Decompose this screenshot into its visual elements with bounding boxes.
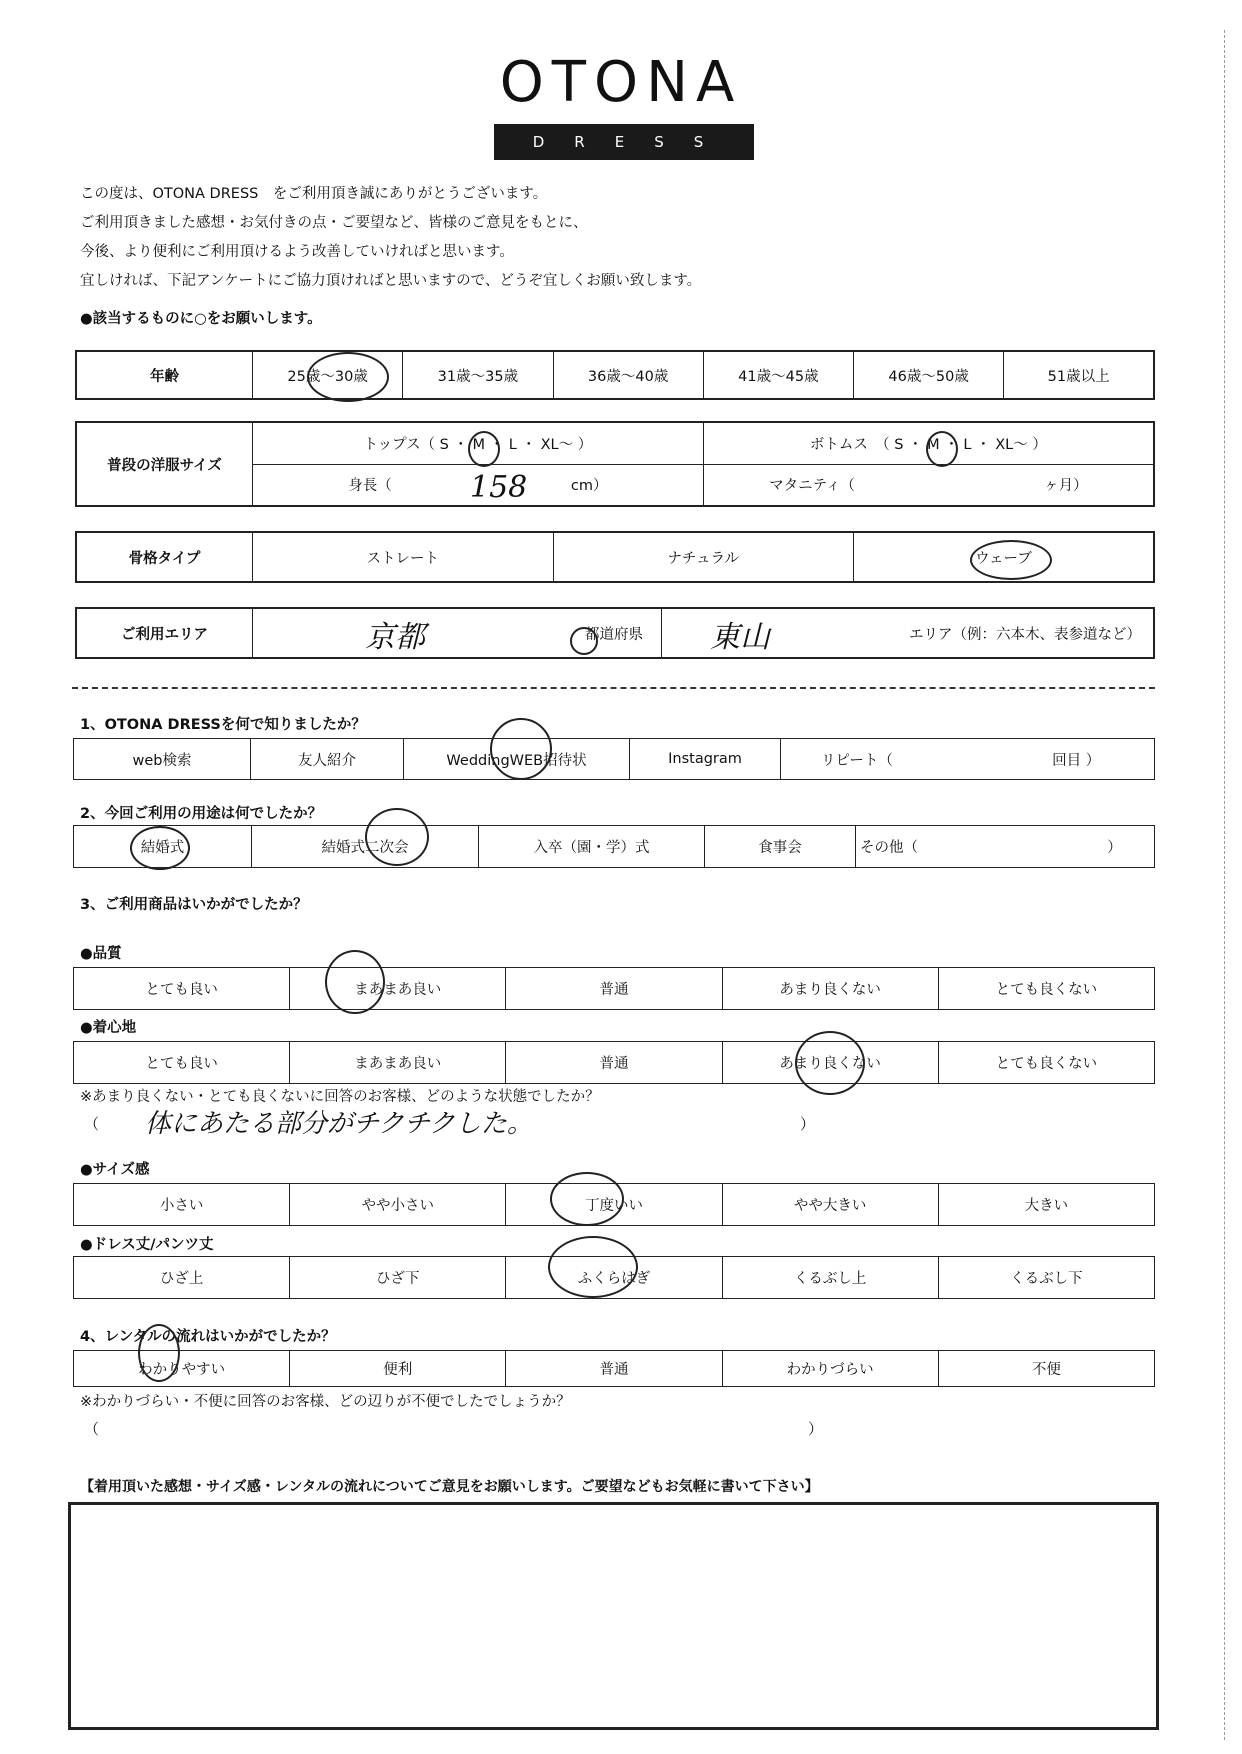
q1-repeat[interactable]	[781, 739, 1155, 780]
q2-other-suffix: ）	[1107, 840, 1122, 856]
q2-option[interactable]: 食事会	[705, 826, 856, 868]
prefecture-field[interactable]	[253, 608, 662, 658]
q4-paren-close: ）	[808, 1420, 824, 1438]
q4-option[interactable]: 不便	[938, 1351, 1154, 1387]
intro-line: 宜しければ、下記アンケートにご協力頂ければと思いますので、どうぞ宜しくお願い致します。	[80, 273, 702, 289]
quality-option[interactable]: とても良い	[74, 968, 290, 1010]
length-option[interactable]: くるぶし上	[722, 1257, 938, 1299]
fit-option[interactable]: 大きい	[938, 1184, 1154, 1226]
q1-repeat-suffix: 回目 ）	[1052, 752, 1101, 769]
body-type-option[interactable]: ウェーブ	[854, 532, 1155, 582]
area-suffix: エリア（例：六本木、表参道など）	[909, 626, 1141, 643]
q4-option[interactable]: わかりやすい	[74, 1351, 290, 1387]
area-handwritten: 東山	[710, 620, 770, 655]
fit-table	[73, 1183, 1155, 1226]
length-label: ●ドレス丈/パンツ丈	[80, 1237, 214, 1253]
intro-line: 今後、より便利にご利用頂けるよう改善していければと思います。	[80, 244, 514, 260]
q3-title: 3、ご利用商品はいかがでしたか？	[80, 897, 308, 913]
divider	[72, 687, 1155, 689]
area-table	[75, 607, 1155, 659]
comfort-paren-open: （	[84, 1115, 100, 1133]
q2-option[interactable]: 結婚式	[74, 826, 252, 868]
bottoms-size[interactable]: ボトムス （ S ・ M ・ L ・ XL～ ）	[703, 422, 1154, 464]
intro-line: ご利用頂きました感想・お気付きの点・ご要望など、皆様のご意見をもとに、	[80, 215, 588, 231]
age-option[interactable]: 31歳～35歳	[403, 351, 553, 399]
height-handwritten: 158	[470, 470, 528, 505]
q2-title: 2、今回ご利用の用途は何でしたか？	[80, 806, 323, 822]
age-option[interactable]: 51歳以上	[1004, 351, 1154, 399]
length-option[interactable]: ふくらはぎ	[506, 1257, 722, 1299]
q1-title: 1、OTONA DRESSを何で知りましたか？	[80, 717, 366, 733]
q1-option[interactable]: Instagram	[630, 739, 781, 780]
comfort-answer-handwritten: 体にあたる部分がチクチクした。	[145, 1109, 533, 1139]
length-option[interactable]: ひざ下	[290, 1257, 506, 1299]
q2-other-prefix: その他（	[860, 840, 918, 856]
comfort-option[interactable]: とても良い	[74, 1042, 290, 1084]
height-prefix: 身長（	[348, 478, 392, 495]
tops-size[interactable]: トップス（ S ・ M ・ L ・ XL～ ）	[253, 422, 704, 464]
instruction: ●該当するものに○をお願いします。	[80, 311, 322, 327]
age-label: 年齢	[76, 351, 253, 399]
logo-otona: OTONA	[499, 50, 743, 115]
comments-title: 【着用頂いた感想・サイズ感・レンタルの流れについてご意見をお願いします。ご要望などもお気軽に書いて下さい】	[80, 1479, 819, 1495]
intro-text	[80, 180, 701, 296]
age-table	[75, 350, 1155, 400]
q4-note: ※わかりづらい・不便に回答のお客様、どの辺りが不便でしたでしょうか？	[80, 1394, 571, 1410]
body-type-table	[75, 531, 1155, 583]
q4-title: 4、レンタルの流れはいかがでしたか？	[80, 1329, 336, 1345]
fit-label: ●サイズ感	[80, 1162, 150, 1178]
length-option[interactable]: くるぶし下	[938, 1257, 1154, 1299]
q4-table	[73, 1350, 1155, 1387]
q2-option[interactable]: 入卒（園・学）式	[479, 826, 705, 868]
comfort-option[interactable]: あまり良くない	[722, 1042, 938, 1084]
q4-option[interactable]: わかりづらい	[722, 1351, 938, 1387]
comfort-option[interactable]: とても良くない	[938, 1042, 1154, 1084]
maternity-suffix: ヶ月）	[1044, 478, 1088, 495]
age-option[interactable]: 25歳～30歳	[253, 351, 403, 399]
body-type-option[interactable]: ストレート	[253, 532, 554, 582]
q1-option[interactable]: WeddingWEB招待状	[404, 739, 630, 780]
q2-option[interactable]: 結婚式二次会	[252, 826, 479, 868]
quality-option[interactable]: 普通	[506, 968, 722, 1010]
length-option[interactable]: ひざ上	[74, 1257, 290, 1299]
page-edge-line	[1224, 30, 1225, 1740]
height-suffix: cm）	[570, 478, 608, 495]
intro-line: この度は、OTONA DRESS をご利用頂き誠にありがとうございます。	[80, 186, 548, 202]
comfort-note: ※あまり良くない・とても良くないに回答のお客様、どのような状態でしたか？	[80, 1089, 600, 1105]
q1-option[interactable]: 友人紹介	[251, 739, 404, 780]
fit-option[interactable]: 小さい	[74, 1184, 290, 1226]
comfort-label: ●着心地	[80, 1020, 137, 1036]
prefecture-suffix: 都道府県	[585, 626, 643, 643]
comfort-table	[73, 1041, 1155, 1084]
q2-other[interactable]	[856, 826, 1155, 868]
prefecture-handwritten: 京都	[365, 620, 425, 655]
area-label: ご利用エリア	[76, 608, 253, 658]
quality-option[interactable]: まあまあ良い	[290, 968, 506, 1010]
q1-table	[73, 738, 1155, 780]
comfort-paren-close: ）	[800, 1115, 816, 1133]
fit-option[interactable]: やや大きい	[722, 1184, 938, 1226]
comfort-option[interactable]: まあまあ良い	[290, 1042, 506, 1084]
maternity-field[interactable]	[703, 464, 1154, 506]
age-option[interactable]: 36歳～40歳	[553, 351, 703, 399]
quality-table	[73, 967, 1155, 1010]
comments-box[interactable]	[68, 1502, 1159, 1730]
body-type-option[interactable]: ナチュラル	[553, 532, 854, 582]
q4-paren-open: （	[84, 1420, 100, 1438]
logo-dress: DRESS	[494, 124, 754, 160]
size-label: 普段の洋服サイズ	[76, 422, 253, 506]
size-table	[75, 421, 1155, 507]
quality-option[interactable]: あまり良くない	[722, 968, 938, 1010]
quality-label: ●品質	[80, 946, 122, 962]
q4-option[interactable]: 便利	[290, 1351, 506, 1387]
length-table	[73, 1256, 1155, 1299]
quality-option[interactable]: とても良くない	[938, 968, 1154, 1010]
q1-repeat-prefix: リピート（	[821, 752, 893, 769]
maternity-prefix: マタニティ（	[769, 478, 855, 495]
q4-option[interactable]: 普通	[506, 1351, 722, 1387]
fit-option[interactable]: 丁度いい	[506, 1184, 722, 1226]
comfort-option[interactable]: 普通	[506, 1042, 722, 1084]
age-option[interactable]: 46歳～50歳	[854, 351, 1004, 399]
q1-option[interactable]: web検索	[74, 739, 251, 780]
q2-table	[73, 825, 1155, 868]
body-type-label: 骨格タイプ	[76, 532, 253, 582]
fit-option[interactable]: やや小さい	[290, 1184, 506, 1226]
age-option[interactable]: 41歳～45歳	[703, 351, 853, 399]
